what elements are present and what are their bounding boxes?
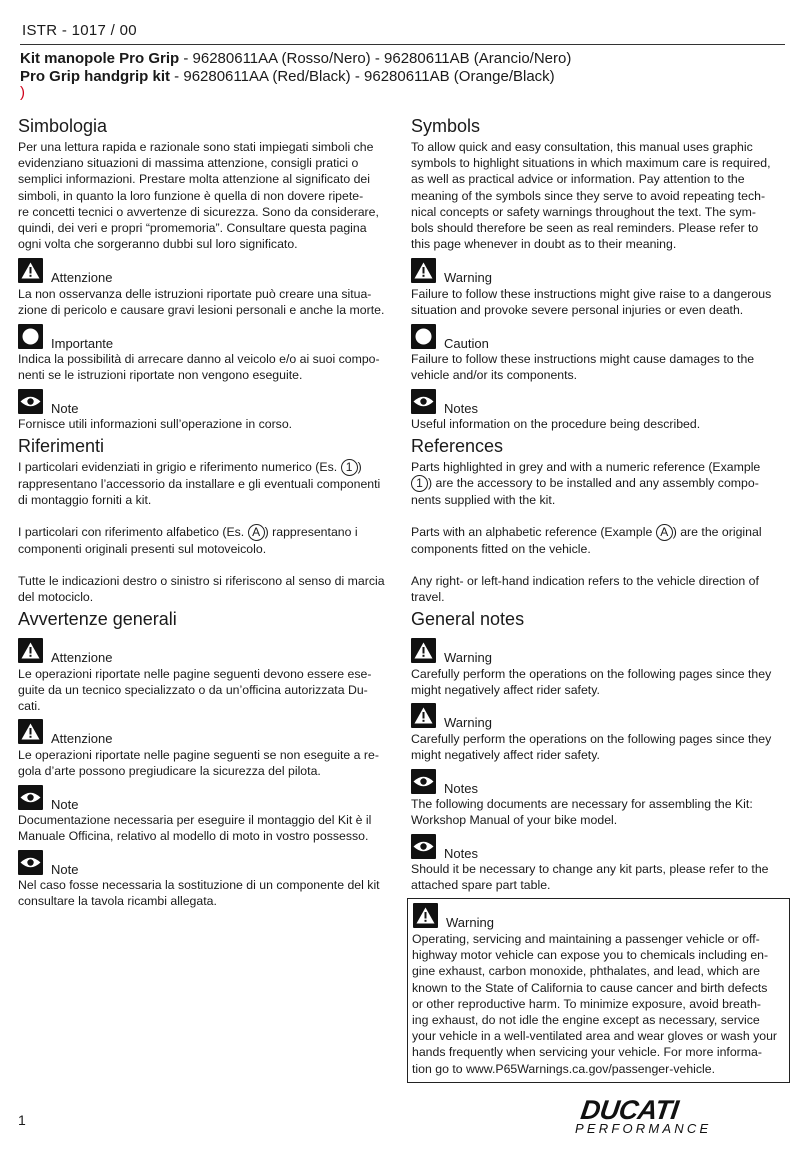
caution-text: Failure to follow these instructions might cause damages to the vehicle and/or its components. [411, 352, 755, 383]
caution-label: Caution [444, 336, 489, 351]
eye-icon [18, 785, 43, 810]
warning-label: Warning [444, 270, 492, 285]
important-circle-icon [18, 324, 43, 349]
importante-text: Indica la possibilità di arrecare danno al veicolo e/o ai suoi compo- nenti se le istruzioni riportate non vengono eseguite. [18, 352, 380, 383]
attenzione-symbol-3 [18, 719, 112, 744]
page-number: 1 [18, 1112, 26, 1128]
logo-brand: DUCATI [578, 1095, 681, 1125]
title-en-name: Pro Grip handgrip kit [20, 68, 171, 85]
header-rule [20, 44, 785, 45]
note-symbol [18, 389, 78, 414]
note-symbol-3 [18, 850, 78, 875]
simbologia-text: Per una lettura rapida e razionale sono stati impiegati simboli che evidenziano situazioni di massima attenzione, consigli pratici o semplici informazioni. Prestare molta attenzione al significato dei simboli, in quanto la loro funzione è quella di non dovere ripete- re concetti tecnici o avvertenze di sicurezza. Sono da considerare, quindi, dei veri e propri “promemoria”. Consultare questa pagina ogni volta che sorgeranno dubbi sul loro significato. [18, 140, 379, 252]
references-text-2: Parts with an alphabetic reference (Example A ) are the original components fitted on the vehicle. [411, 525, 762, 557]
note-label: Note [51, 797, 79, 812]
eye-icon [411, 769, 436, 794]
heading-references: References [411, 436, 504, 456]
warning-triangle-icon [18, 258, 43, 283]
ducati-performance-logo [575, 1097, 711, 1135]
logo-sub: PERFORMANCE [575, 1121, 712, 1136]
references-text-1: Parts highlighted in grey and with a numeric reference (Example 1 ) are the accessory to be installed and any assembly compo- nents supplied with the kit. [411, 460, 761, 508]
note-text: Fornisce utili informazioni sull’operazione in corso. [18, 417, 293, 431]
attenzione-text-2: Le operazioni riportate nelle pagine seguenti devono essere ese- guite da un tecnico specializzato o da un’officina autorizzata Du- cati. [18, 667, 372, 714]
warning-label: Warning [446, 915, 494, 930]
warning-symbol-3 [411, 703, 492, 728]
warning-text-2: Carefully perform the operations on the following pages since they might negatively affect rider safety. [411, 667, 772, 698]
riferimenti-text-2: I particolari con riferimento alfabetico (Es. A ) rappresentano i componenti originali presenti sul motoveicolo. [18, 525, 358, 557]
attenzione-text-3: Le operazioni riportate nelle pagine seguenti se non eseguite a re- gola d’arte possono pregiudicare la sicurezza del pilota. [18, 748, 379, 779]
caution-symbol [411, 324, 489, 349]
riferimenti-text-3: Tutte le indicazioni destro o sinistro si riferiscono al senso di marcia del motociclo. [18, 574, 385, 605]
ref-circle-a: A [656, 524, 673, 541]
warning-symbol [411, 258, 492, 283]
notes-text-3: Should it be necessary to change any kit parts, please refer to the attached spare part table. [411, 862, 769, 893]
heading-simbologia: Simbologia [18, 116, 108, 136]
symbols-text: To allow quick and easy consultation, this manual uses graphic symbols to highlight situations in which maximum care is required, as well as practical advice or information. Pay attention to the meaning of the symbols since they serve to avoid repeating tech- nical concepts or safety warnings throughout the text. The sym- bols should therefore be seen as real reminders. Please refer to this page whenever in doubt as to their meaning. [411, 140, 771, 252]
notes-label: Notes [444, 846, 478, 861]
red-mark: ) [20, 84, 25, 101]
warning-triangle-icon [411, 703, 436, 728]
warning-triangle-icon [18, 638, 43, 663]
riferimenti-text-1: I particolari evidenziati in grigio e riferimento numerico (Es. 1 ) rappresentano l’accessorio da installare e gli eventuali componenti di montaggio forniti a kit. [18, 460, 381, 508]
heading-general-notes: General notes [411, 609, 525, 629]
importante-symbol [18, 324, 113, 349]
note-label: Note [51, 401, 79, 416]
warning-triangle-icon [413, 903, 438, 928]
attenzione-label: Attenzione [51, 650, 113, 665]
heading-riferimenti: Riferimenti [18, 436, 105, 456]
notes-text-2: The following documents are necessary for assembling the Kit: Workshop Manual of your bike model. [411, 797, 753, 828]
note-text-2: Documentazione necessaria per eseguire il montaggio del Kit è il Manuale Officina, relativo al modello di moto in vostro possesso. [18, 813, 372, 844]
ref-circle-a: A [248, 524, 265, 541]
heading-avvertenze: Avvertenze generali [18, 609, 177, 629]
attenzione-symbol-2 [18, 638, 112, 663]
note-label: Note [51, 862, 79, 877]
attenzione-label: Attenzione [51, 270, 113, 285]
note-text-3: Nel caso fosse necessaria la sostituzione di un componente del kit consultare la tavola ricambi allegata. [18, 878, 380, 909]
title-en-codes: - 96280611AA (Red/Black) - 96280611AB (Orange/Black) [170, 68, 555, 85]
eye-icon [411, 389, 436, 414]
warning-label: Warning [444, 715, 492, 730]
eye-icon [18, 850, 43, 875]
attenzione-text: La non osservanza delle istruzioni riportate può creare una situa- zione di pericolo e causare gravi lesioni personali e anche la morte. [18, 287, 385, 318]
notes-symbol [411, 389, 478, 414]
ref-circle-1: 1 [411, 475, 428, 492]
important-circle-icon [411, 324, 436, 349]
notes-text: Useful information on the procedure being described. [411, 417, 701, 431]
warning-label: Warning [444, 650, 492, 665]
notes-label: Notes [444, 401, 478, 416]
notes-symbol-2 [411, 769, 478, 794]
notes-symbol-3 [411, 834, 478, 859]
attenzione-label: Attenzione [51, 731, 113, 746]
warning-triangle-icon [18, 719, 43, 744]
ref-circle-1: 1 [341, 459, 358, 476]
eye-icon [411, 834, 436, 859]
warning-text-3: Carefully perform the operations on the following pages since they might negatively affect rider safety. [411, 732, 772, 763]
importante-label: Importante [51, 336, 114, 351]
references-text-3: Any right- or left-hand indication refers to the vehicle direction of travel. [411, 574, 759, 605]
heading-symbols: Symbols [411, 116, 481, 136]
warning-triangle-icon [411, 258, 436, 283]
doc-code: ISTR - 1017 / 00 [22, 22, 137, 39]
warning-symbol-2 [411, 638, 492, 663]
prop65-warning-text: Operating, servicing and maintaining a passenger vehicle or off- highway motor vehicle can expose you to chemicals including en- gine exhaust, carbon monoxide, phthalates, and lead, which are known to the State of California to cause cancer and birth defects or other reproductive harm. To minimize exposure, avoid breath- ing exhaust, do not idle the engine except as necessary, service your vehicle in a well-ventilated area and wear gloves or wash your hands frequently when servicing your vehicle. For more informa- tion go to www.P65Warnings.ca.gov/passenger-vehicle. [412, 932, 777, 1076]
title-italian [20, 49, 571, 68]
eye-icon [18, 389, 43, 414]
title-it-codes: - 96280611AA (Rosso/Nero) - 96280611AB (Arancio/Nero) [179, 50, 572, 67]
note-symbol-2 [18, 785, 78, 810]
title-english [20, 67, 555, 86]
warning-triangle-icon [411, 638, 436, 663]
warning-text: Failure to follow these instructions might give raise to a dangerous situation and provoke severe personal injuries or even death. [411, 287, 772, 318]
notes-label: Notes [444, 781, 478, 796]
attenzione-symbol [18, 258, 112, 283]
prop65-warning-symbol [413, 903, 494, 928]
title-it-name: Kit manopole Pro Grip [20, 50, 180, 67]
